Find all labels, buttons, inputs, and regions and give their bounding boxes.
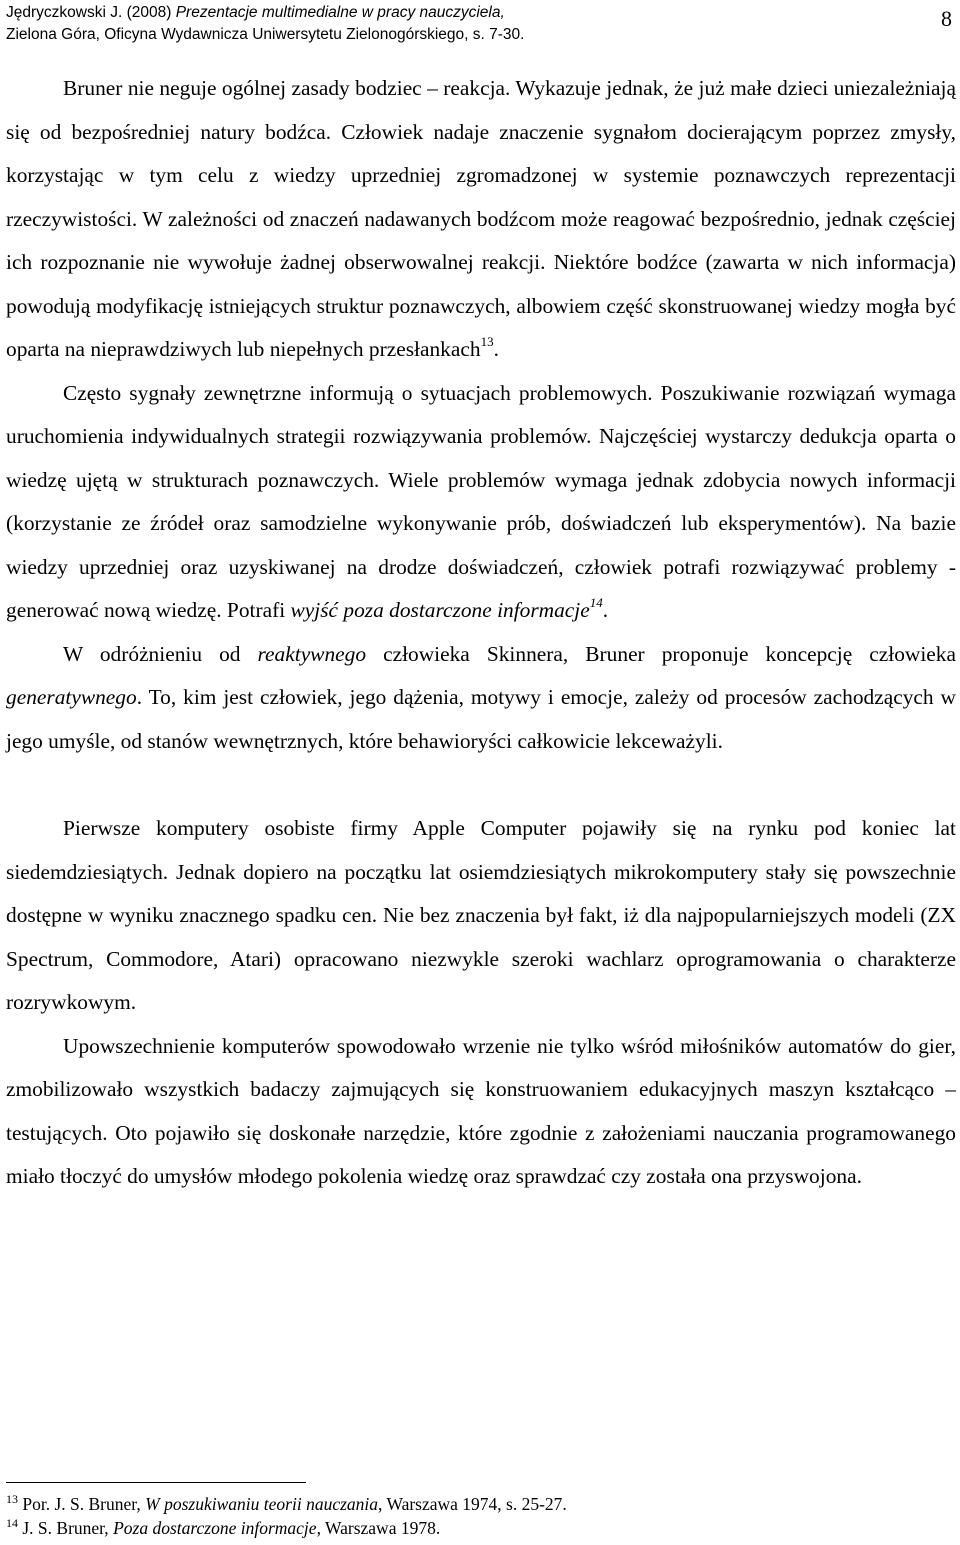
footnote-13-text: Por. J. S. Bruner, [18, 1494, 146, 1514]
footnote-14-details: , Warszawa 1978. [316, 1518, 441, 1538]
paragraph-1-end: . [493, 337, 499, 361]
footnote-14-text: J. S. Bruner, [18, 1518, 114, 1538]
paragraph-2-italic: wyjść poza dostarczone informacje [290, 598, 590, 622]
paragraph-2-text: Często sygnały zewnętrzne informują o sytuacjach problemowych. Poszukiwanie rozwiązań wymaga uruchomienia indywidualnych strategii rozwiązywania problemów. Najczęściej wystarczy dedukcja oparta o wiedzę ujętą w strukturach poznawczych. Wiele problemów wymaga jednak zdobycia nowych informacji (korzystanie ze źródeł oraz samodzielne wykonywanie prób, doświadczeń lub eksperymentów). Na bazie wiedzy uprzedniej oraz uzyskiwanej na drodze doświadczeń, człowiek potrafi rozwiązywać problemy - generować nową wiedzę. Potrafi [6, 380, 956, 622]
footnote-13-details: , Warszawa 1974, s. 25-27. [378, 1494, 567, 1514]
paragraph-1 [6, 67, 956, 372]
header-title: Prezentacje multimedialne w pracy nauczyciela, [175, 4, 505, 21]
footnote-ref-14-number: 14 [589, 595, 603, 610]
main-text [6, 67, 956, 1199]
paragraph-5-text: Upowszechnienie komputerów spowodowało wrzenie nie tylko wśród miłośników automatów do gier, zmobilizowało wszystkich badaczy zajmujących się konstruowaniem edukacyjnych maszyn kształcąco – testujących. Oto pojawiło się doskonałe narzędzie, które zgodnie z założeniami nauczania programowanego miało tłoczyć do umysłów młodego pokolenia wiedzę oraz sprawdzać czy została ona przyswojona. [6, 1033, 956, 1188]
footnote-ref-14[interactable] [590, 595, 603, 610]
paragraph-gap [6, 763, 956, 807]
header-line-1 [6, 2, 524, 24]
paragraph-3-text-b: człowieka Skinnera, Bruner proponuje koncepcję człowieka [366, 641, 956, 666]
paragraph-3-italic-a: reaktywnego [257, 641, 367, 666]
footnotes [6, 1492, 567, 1540]
running-header [6, 2, 524, 46]
header-line-2: Zielona Góra, Oficyna Wydawnicza Uniwersytetu Zielonogórskiego, s. 7-30. [6, 26, 525, 43]
page-number: 8 [941, 6, 952, 31]
paragraph-4-text: Pierwsze komputery osobiste firmy Apple Computer pojawiły się na rynku pod koniec lat siedemdziesiątych. Jednak dopiero na początku lat osiemdziesiątych mikrokomputery stały się powszechnie dostępne w wyniku znacznego spadku cen. Nie bez znaczenia był fakt, iż dla najpopularniejszych modeli (ZX Spectrum, Commodore, Atari) opracowano niezwykle szeroki wachlarz oprogramowania o charakterze rozrywkowym. [6, 816, 956, 1014]
paragraph-3 [6, 633, 956, 764]
paragraph-3-italic-b: generatywnego [6, 685, 137, 709]
paragraph-3-text-a: W odróżnieniu od [63, 641, 258, 666]
header-author: Jędryczkowski J. (2008) [6, 4, 176, 21]
paragraph-2 [6, 372, 956, 633]
footnote-13-title: W poszukiwaniu teorii nauczania [145, 1494, 379, 1514]
paragraph-2-end: . [602, 598, 609, 622]
footnote-divider [6, 1482, 306, 1483]
footnote-ref-13[interactable]: 13 [480, 334, 494, 349]
footnote-14-number: 14 [6, 1516, 18, 1530]
footnote-13-number: 13 [6, 1492, 18, 1506]
paragraph-5 [6, 1025, 956, 1199]
paragraph-3-text-c: . To, kim jest człowiek, jego dążenia, motywy i emocje, zależy od procesów zachodzących w jego umyśle, od stanów wewnętrznych, które behawioryści całkowicie lekceważyli. [6, 685, 956, 753]
footnote-13 [6, 1492, 567, 1516]
paragraph-4 [6, 807, 956, 1025]
footnote-14 [6, 1516, 567, 1540]
paragraph-1-text: Bruner nie neguje ogólnej zasady bodziec – reakcja. Wykazuje jednak, że już małe dzieci uniezależniają się od bezpośredniej natury bodźca. Człowiek nadaje znaczenie sygnałom docierającym poprzez zmysły, korzystając w tym celu z wiedzy uprzedniej zgromadzonej w systemie poznawczych reprezentacji rzeczywistości. W zależności od znaczeń nadawanych bodźcom może reagować bezpośrednio, jednak częściej ich rozpoznanie nie wywołuje żadnej obserwowalnej reakcji. Niektóre bodźce (zawarta w nich informacja) powodują modyfikację istniejących struktur poznawczych, albowiem część skonstruowanej wiedzy mogła być oparta na nieprawdziwych lub niepełnych przesłankach [6, 76, 956, 361]
footnote-14-title: Poza dostarczone informacje [113, 1518, 317, 1538]
